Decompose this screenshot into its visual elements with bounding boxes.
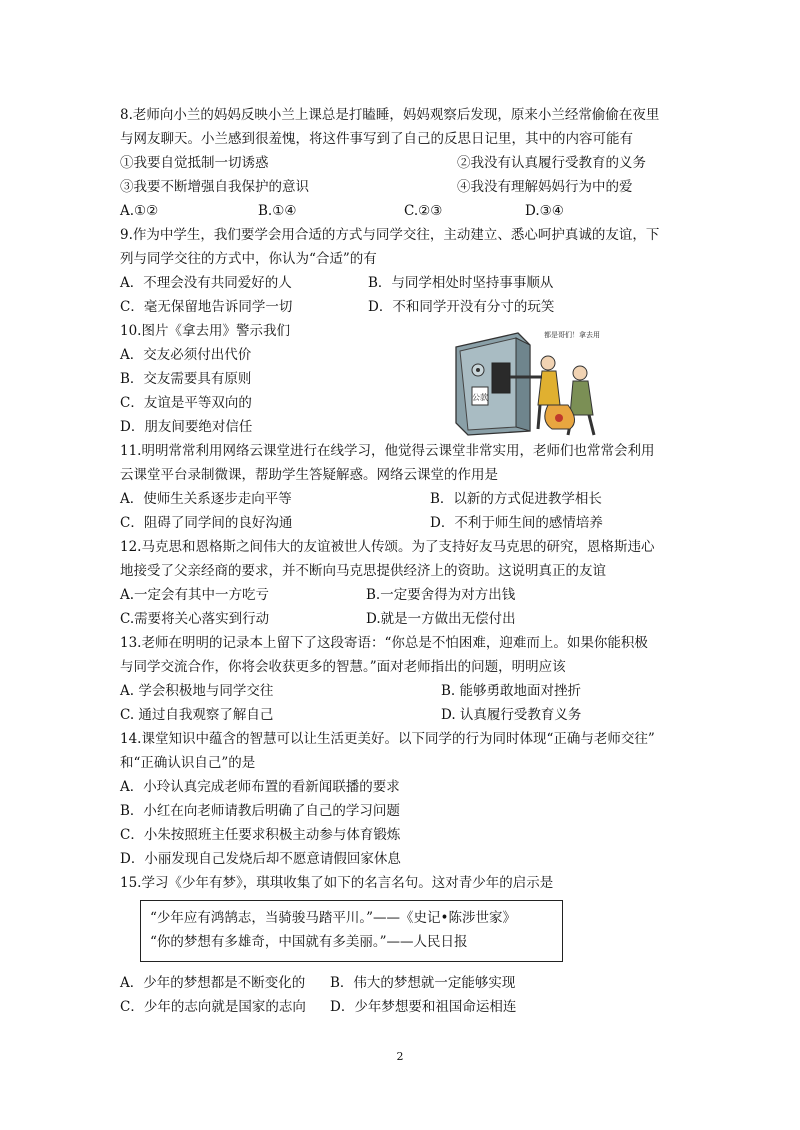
q10-option-a: A．交友必须付出代价 [120,347,252,363]
q8-option-a: A.①② [120,203,159,219]
q10-option-b: B．交友需要具有原则 [120,371,252,387]
q12-option-b: B.一定要舍得为对方出钱 [366,587,516,603]
q13-option-b: B. 能够勇敢地面对挫折 [441,683,582,699]
q11-stem-line1: 11.明明常常利用网络云课堂进行在线学习，他觉得云课堂非常实用，老师们也常常会利用 [120,443,655,459]
q15-option-c: C．少年的志向就是国家的志向 [120,999,306,1015]
q15-option-b: B．伟大的梦想就一定能够实现 [330,975,516,991]
safe-label: 公款 [472,393,488,402]
q8-statement-2: ②我没有认真履行受教育的义务 [457,155,646,171]
q8-option-b: B.①④ [258,203,297,219]
q11-stem-line2: 云课堂平台录制微课，帮助学生答疑解惑。网络云课堂的作用是 [120,467,498,483]
cartoon-take-it-image [448,325,608,440]
q15-stem: 15.学习《少年有梦》，琪琪收集了如下的名言名句。这对青少年的启示是 [120,875,554,891]
q12-stem-line2: 地接受了父亲经商的要求，并不断向马克思提供经济上的资助。这说明真正的友谊 [120,563,606,579]
q8-option-c: C.②③ [404,203,443,219]
q9-option-a: A．不理会没有共同爱好的人 [120,275,292,291]
quote-line-1: “少年应有鸿鹄志，当骑骏马踏平川。”——《史记•陈涉世家》 [150,910,517,926]
q14-option-a: A．小玲认真完成老师布置的看新闻联播的要求 [120,779,400,795]
q14-stem-line1: 14.课堂知识中蕴含的智慧可以让生活更美好。以下同学的行为同时体现“正确与老师交往” [120,731,655,747]
q9-option-d: D．不和同学开没有分寸的玩笑 [368,299,555,315]
q8-stem-line2: 与网友聊天。小兰感到很羞愧，将这件事写到了自己的反思日记里，其中的内容可能有 [120,131,633,147]
q10-stem: 10.图片《拿去用》警示我们 [120,323,290,339]
q11-option-c: C．阻碍了同学间的良好沟通 [120,515,293,531]
q14-stem-line2: 和“正确认识自己”的是 [120,755,256,771]
q9-option-c: C．毫无保留地告诉同学一切 [120,299,293,315]
q10-option-d: D．朋友间要绝对信任 [120,419,253,435]
q12-option-c: C.需要将关心落实到行动 [120,611,270,627]
q14-option-c: C．小朱按照班主任要求积极主动参与体育锻炼 [120,827,401,843]
cartoon-bubble-text: 都是哥们！拿去用 [544,331,600,339]
q12-option-a: A.一定会有其中一方吃亏 [120,587,270,603]
q9-stem-line1: 9.作为中学生，我们要学会用合适的方式与同学交往，主动建立、悉心呵护真诚的友谊，下 [120,227,660,243]
q8-stem-line1: 8.老师向小兰的妈妈反映小兰上课总是打瞌睡，妈妈观察后发现，原来小兰经常偷偷在夜里 [120,107,660,123]
q8-statement-3: ③我要不断增强自我保护的意识 [120,179,309,195]
quote-line-2: “你的梦想有多雄奇，中国就有多美丽。”——人民日报 [150,934,468,950]
q13-stem-line2: 与同学交流合作，你将会收获更多的智慧。”面对老师指出的问题，明明应该 [120,659,566,675]
q13-option-c: C. 通过自我观察了解自己 [120,707,274,723]
q13-option-a: A. 学会积极地与同学交往 [120,683,274,699]
q11-option-d: D．不利于师生间的感情培养 [430,515,603,531]
q11-option-b: B．以新的方式促进教学相长 [430,491,602,507]
q10-option-c: C．友谊是平等双向的 [120,395,252,411]
q14-option-d: D．小丽发现自己发烧后却不愿意请假回家休息 [120,851,401,867]
q11-option-a: A．使师生关系逐步走向平等 [120,491,292,507]
q14-option-b: B．小红在向老师请教后明确了自己的学习问题 [120,803,400,819]
q13-option-d: D. 认真履行受教育义务 [441,707,582,723]
q12-stem-line1: 12.马克思和恩格斯之间伟大的友谊被世人传颂。为了支持好友马克思的研究，恩格斯违心 [120,539,655,555]
q13-stem-line1: 13.老师在明明的记录本上留下了这段寄语：“你总是不怕困难，迎难而上。如果你能积极 [120,635,648,651]
q15-option-a: A．少年的梦想都是不断变化的 [120,975,306,991]
q12-option-d: D.就是一方做出无偿付出 [366,611,516,627]
q9-stem-line2: 列与同学交往的方式中，你认为“合适”的有 [120,251,377,267]
q8-option-d: D.③④ [525,203,564,219]
q9-option-b: B．与同学相处时坚持事事顺从 [368,275,554,291]
page-number: 2 [396,1050,404,1063]
q15-option-d: D．少年梦想要和祖国命运相连 [330,999,517,1015]
q8-statement-4: ④我没有理解妈妈行为中的爱 [457,179,633,195]
q8-statement-1: ①我要自觉抵制一切诱惑 [120,155,269,171]
